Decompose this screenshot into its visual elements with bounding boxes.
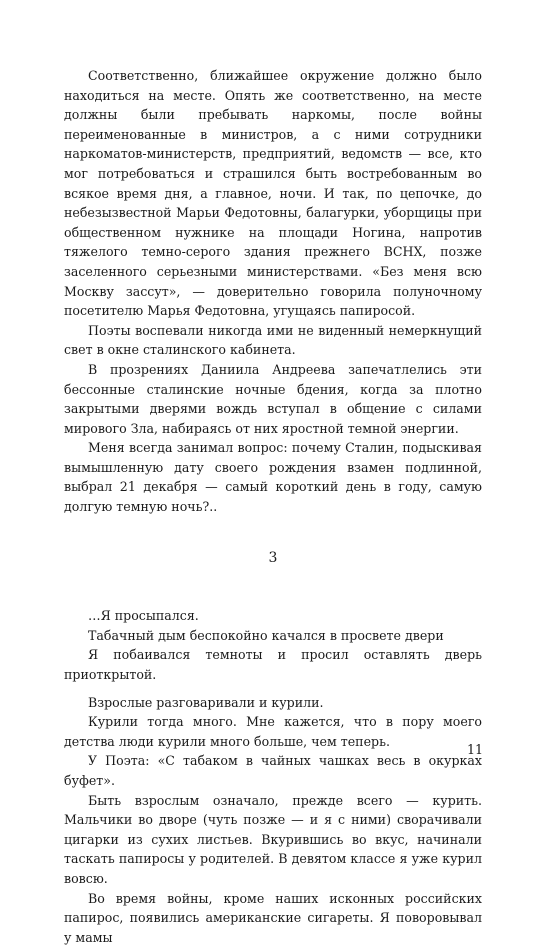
paragraph: Поэты воспевали никогда ими не виденный немеркнущий свет в окне сталинского кабинета.	[64, 322, 482, 358]
paragraph: …Я просыпался.	[88, 608, 199, 624]
paragraph: Меня всегда занимал вопрос: почему Сталин, подыскивая вымышленную дату своего рождения взамен подлинной, выбрал 21 декабря — самый короткий день в году, самую долгую темную ночь?..	[64, 440, 482, 515]
paragraph: У Поэта: «С табаком в чайных чашках весь в окурках буфет».	[64, 753, 482, 788]
page-body	[64, 66, 482, 947]
paragraph: Я побаивался темноты и просил оставлять дверь приоткрытой.	[64, 647, 482, 683]
paragraph: Курили тогда много. Мне кажется, что в пору моего детства люди курили много больше, чем теперь.	[64, 714, 482, 749]
paragraph: В прозрениях Даниила Андреева запечатлелись эти бессонные сталинские ночные бдения, когда за плотно закрытыми дверями вождь вступал в общение с силами мирового Зла, набираясь от них яростной темной энергии.	[64, 361, 482, 436]
paragraph: Во время войны, кроме наших исконных российских папирос, появились американские сигареты. Я поворовывал у мамы	[64, 890, 482, 945]
paragraph: Соответственно, ближайшее окружение должно было находиться на месте. Опять же соответственно, на месте должны были пребывать наркомы, после войны переименованные в министров, а с ними сотрудники наркоматов-министерств, предприятий, ведомств — все, кто мог потребоваться и страшился быть востребованным во всякое время дня, а главное, ночи. И так, по цепочке, до небезызвестной Марьи Федотовны, балагурки, уборщицы при общественном нужнике на площади Ногина, напротив тяжелого темно-серого здания прежнего ВСНХ, позже заселенного серьезными министерствами. «Без меня всю Москву засcут», — доверительно говорила полуночному посетителю Марья Федотовна, угущаясь папиросой.	[64, 68, 482, 319]
paragraph-gap	[64, 685, 482, 693]
paragraph: Быть взрослым означало, прежде всего — курить. Мальчики во дворе (чуть позже — и я с ними) сворачивали цигарки из сухих листьев. Вкурившись во вкус, начинали таскать папиросы у родителей. В девятом классе я уже курил вовсю.	[64, 792, 482, 886]
page-number: 11	[466, 742, 483, 757]
chapter-number: 3	[268, 549, 278, 566]
paragraph: Взрослые разговаривали и курили.	[88, 694, 324, 710]
paragraph: Табачный дым беспокойно качался в просвете двери	[88, 627, 444, 643]
